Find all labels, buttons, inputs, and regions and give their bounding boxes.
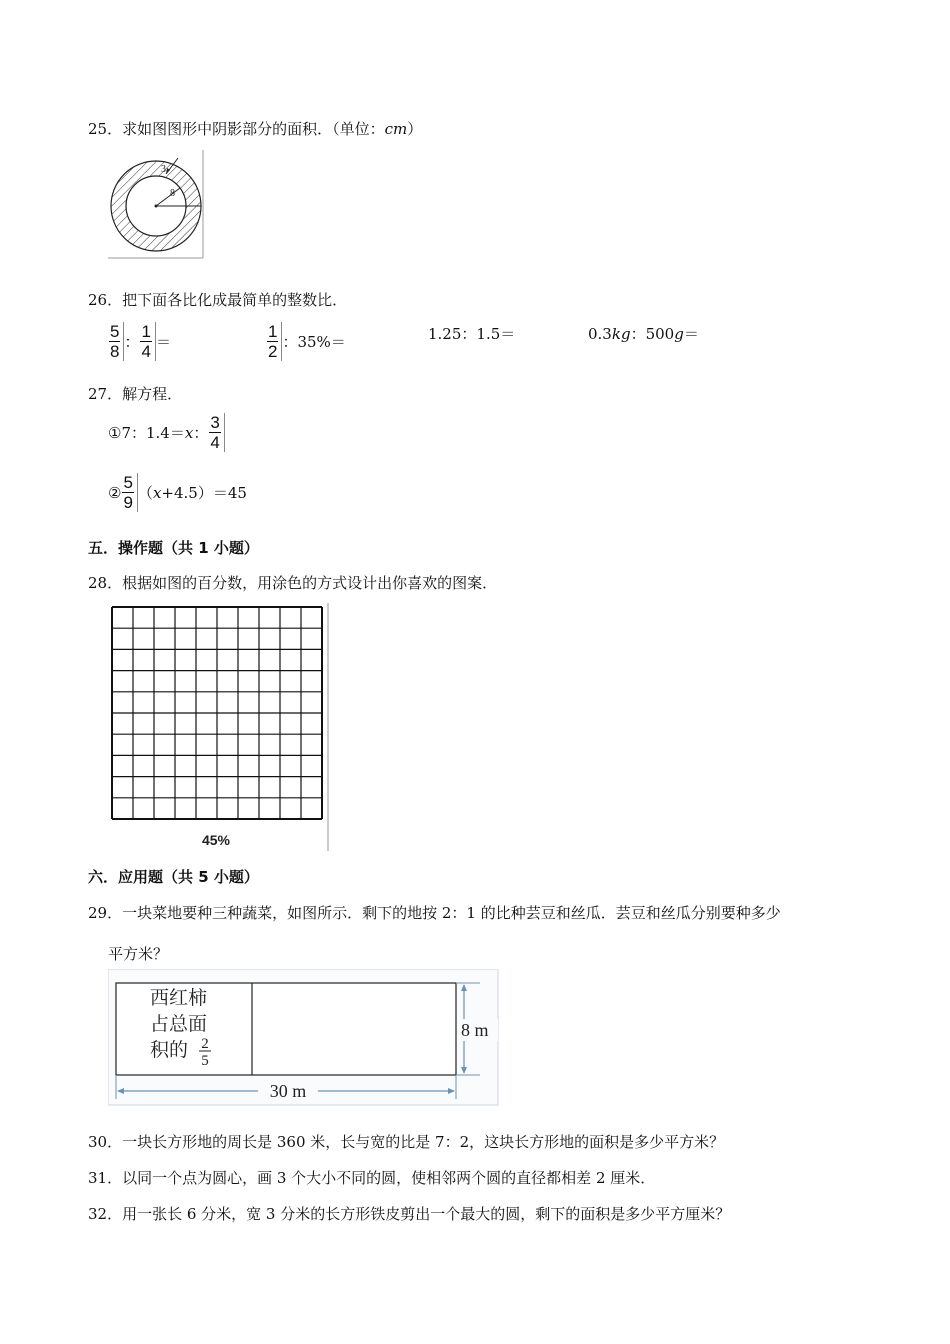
hundred-grid-figure <box>108 603 332 853</box>
ratio-expr-1: $\frac{5}{8}$ ： $\frac{1}{4}$ ＝ <box>110 322 171 361</box>
label-3: 3 <box>161 164 166 175</box>
height-label: 8 m <box>461 1020 489 1040</box>
ratio-expr-2: $\frac{1}{2}$ ：35%＝ <box>268 322 346 361</box>
question-29-line-1: 29．一块菜地要种三种蔬菜，如图所示．剩下的地按 2：1 的比种芸豆和丝瓜．芸豆和丝瓜分别要种多少 <box>88 904 781 922</box>
equation-1: ①7：1.4＝ x ： $\frac{3}{4}$ <box>108 413 225 452</box>
annulus-figure <box>108 150 206 260</box>
width-label: 30 m <box>269 1081 307 1101</box>
fraction-5-9: $\frac{5}{9}$ <box>121 473 137 512</box>
tomato-label-line-2: 占总面 <box>150 1013 208 1035</box>
question-29-line-2: 平方米？ <box>108 945 169 963</box>
section-6-heading: 六．应用题（共 5 小题） <box>88 868 259 886</box>
tomato-label-line-3: 积的 <box>150 1039 189 1061</box>
question-26: 26．把下面各比化成最简单的整数比． <box>88 291 348 309</box>
ratio-expr-4: 0.3kg：500g＝ <box>588 325 699 343</box>
fraction-5-8: $\frac{5}{8}$ <box>108 322 124 361</box>
section-5-heading: 五．操作题（共 1 小题） <box>88 539 259 557</box>
question-25: 25．求如图图形中阴影部分的面积．（单位：cm） <box>88 120 423 138</box>
ratio-expr-3: 1.25：1.5＝ <box>428 325 516 343</box>
question-28: 28．根据如图的百分数，用涂色的方式设计出你喜欢的图案． <box>88 574 498 592</box>
fraction-3-4: $\frac{3}{4}$ <box>208 413 224 452</box>
field-figure <box>108 969 500 1107</box>
question-30: 30．一块长方形地的周长是 360 米，长与宽的比是 7：2，这块长方形地的面积是多少平方米？ <box>88 1133 725 1151</box>
equation-2: ② $\frac{5}{9}$ （ x +4.5）＝45 <box>108 473 247 512</box>
label-8: 8 <box>170 188 175 199</box>
question-27: 27．解方程． <box>88 385 183 403</box>
grid-percent-label: 45% <box>201 832 231 848</box>
question-31: 31．以同一个点为圆心，画 3 个大小不同的圆，使相邻两个圆的直径都相差 2 厘米． <box>88 1169 656 1187</box>
fraction-2-5-num: 2 <box>201 1036 209 1052</box>
fraction-1-2: $\frac{1}{2}$ <box>266 322 282 361</box>
tomato-label-line-1: 西红柿 <box>150 987 208 1009</box>
fraction-1-4: $\frac{1}{4}$ <box>139 322 155 361</box>
fraction-2-5-den: 5 <box>201 1053 209 1069</box>
question-32: 32．用一张长 6 分米，宽 3 分米的长方形铁皮剪出一个最大的圆，剩下的面积是多少平方厘米？ <box>88 1205 731 1223</box>
